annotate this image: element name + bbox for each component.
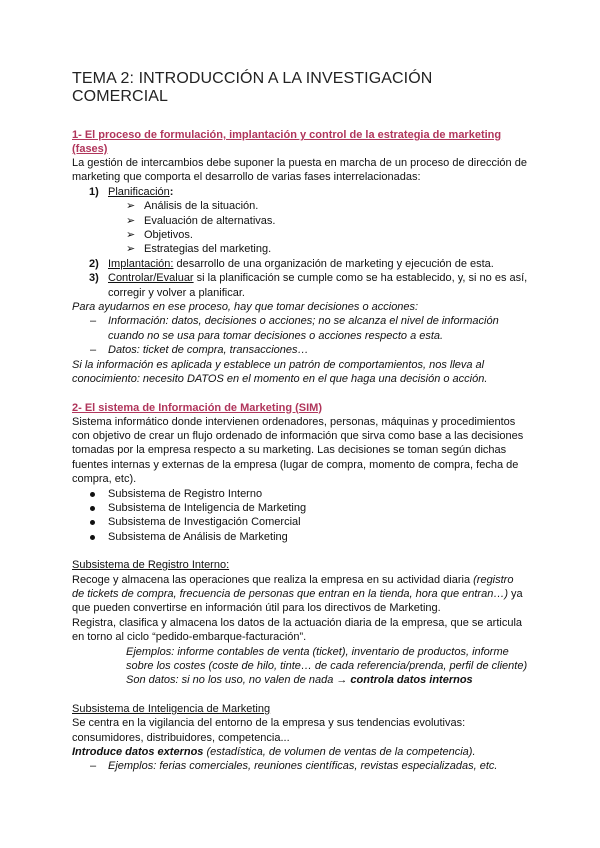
inteligencia-p2	[72, 745, 528, 759]
bullet-icon	[90, 520, 95, 525]
bullet-icon	[90, 492, 95, 497]
list-item-text: Análisis de la situación.	[144, 200, 259, 213]
dash-icon: –	[90, 344, 97, 357]
list-item-text: Subsistema de Inteligencia de Marketing	[108, 501, 307, 514]
section1-intro: La gestión de intercambios debe suponer la puesta en marcha de un proceso de dirección de marketing que comporta el desarrollo de varias fases interrelacionadas:	[72, 157, 527, 184]
list-item	[72, 530, 528, 544]
list-item-text: Estrategias del marketing.	[144, 243, 272, 256]
registro-example-2	[72, 673, 528, 687]
phase-implantacion	[72, 257, 528, 271]
list-item-text: Objetivos.	[144, 229, 193, 242]
phase-planificacion	[72, 185, 528, 199]
section2-intro: Sistema informático donde intervienen ordenadores, personas, máquinas y procedimientos con objetivo de crear un flujo ordenado de información que sirva como base a las decisiones tomadas por la empresa respecto a su marketing. Las decisiones se toman según dichas fuentes internas y externas de la empresa (lugar de compra, momento de compra, fecha de compra, etc).	[72, 415, 524, 486]
info-dash-list	[72, 314, 528, 357]
registro-p1-end: ya que pueden convertirse en información útil para los directivos de Marketing.	[72, 587, 523, 615]
inteligencia-dash-list	[72, 759, 528, 773]
arrow-bullet-icon: ➢	[126, 200, 136, 213]
list-item	[72, 228, 528, 242]
list-item	[72, 242, 528, 256]
registro-example-1: Ejemplos: informe contables de venta (ticket), inventario de productos, informe sobre los costes (coste de hilo, tinte… de cada referencia/prenda, perfil de cliente)	[126, 645, 528, 672]
arrow-bullet-icon: ➢	[126, 243, 136, 256]
subsystems-list	[72, 487, 528, 545]
dash-icon: –	[90, 760, 97, 773]
planificacion-subitems	[72, 199, 528, 257]
list-item-text: Ejemplos: ferias comerciales, reuniones científicas, revistas especializadas, etc.	[108, 760, 498, 773]
registro-p1	[72, 573, 528, 616]
help-text: Para ayudarnos en ese proceso, hay que tomar decisiones o acciones:	[72, 301, 419, 314]
section2-heading: 2- El sistema de Información de Marketing (SIM)	[72, 401, 322, 414]
list-item	[72, 515, 528, 529]
phases-list-cont	[72, 257, 528, 300]
phase-controlar	[72, 271, 528, 300]
list-item-text: Subsistema de Investigación Comercial	[108, 516, 301, 529]
arrow-bullet-icon: ➢	[126, 214, 136, 227]
list-item	[72, 759, 528, 773]
example-text: Son datos: si no los uso, no valen de nada	[126, 674, 337, 687]
phase-term: Planificación	[108, 185, 170, 198]
registro-p1-italic: (registro de tickets de compra, frecuencia de personas que entran en la tienda, hora que entran…)	[72, 573, 514, 600]
registro-p2: Registra, clasifica y almacena los datos de la actuación diaria de la empresa, que se articula en torno al ciclo “pedido-embarque-facturación”.	[72, 616, 523, 644]
registro-heading: Subsistema de Registro Interno:	[72, 559, 230, 572]
section1-closing: Si la información es aplicada y establece un patrón de comportamientos, nos lleva al conocimiento: necesito DATOS en el momento en el que haga una decisión o acción.	[72, 358, 488, 386]
phase-text: si la planificación se cumple como se ha establecido, y, si no es así, corregir y volver a planificar.	[108, 272, 528, 299]
arrow-right-icon: →	[336, 674, 348, 687]
list-item-text: Subsistema de Registro Interno	[108, 487, 263, 500]
list-item	[72, 343, 528, 357]
phase-term: Controlar/Evaluar	[108, 272, 194, 285]
list-item-text: Subsistema de Análisis de Marketing	[108, 530, 288, 543]
example-bold: controla datos internos	[347, 674, 473, 687]
list-item	[72, 501, 528, 515]
phases-list	[72, 185, 528, 199]
list-item-text: Información: datos, decisiones o acciones; no se alcanza el nivel de información cuando no se usa para tomar decisiones o acciones respecto a esta.	[108, 315, 499, 342]
dash-icon: –	[90, 315, 97, 328]
inteligencia-heading: Subsistema de Inteligencia de Marketing	[72, 702, 271, 715]
phase-number: 2)	[89, 257, 99, 270]
bullet-icon	[90, 535, 95, 540]
inteligencia-bold: Introduce datos externos	[72, 746, 204, 759]
inteligencia-p1: Se centra en la vigilancia del entorno de la empresa y sus tendencias evolutivas: consumidores, distribuidores, competencia...	[72, 717, 466, 744]
list-item	[72, 214, 528, 228]
phase-number: 1)	[89, 185, 99, 198]
document-page	[72, 70, 528, 774]
phase-term: Implantación:	[108, 257, 174, 270]
list-item-text: Evaluación de alternativas.	[144, 214, 276, 227]
registro-p1-text: Recoge y almacena las operaciones que realiza la empresa en su actividad diaria	[72, 573, 474, 586]
phase-text: desarrollo de una organización de marketing y ejecución de esta.	[173, 257, 494, 270]
page-title: TEMA 2: INTRODUCCIÓN A LA INVESTIGACIÓN COMERCIAL	[72, 70, 433, 105]
list-item	[72, 199, 528, 213]
list-item-text: Datos: ticket de compra, transacciones…	[108, 344, 309, 357]
phase-colon: :	[169, 185, 174, 198]
arrow-bullet-icon: ➢	[126, 229, 136, 242]
inteligencia-text: (estadística, de volumen de ventas de la competencia).	[203, 746, 476, 759]
bullet-icon	[90, 506, 95, 511]
phase-number: 3)	[89, 272, 99, 285]
list-item	[72, 487, 528, 501]
section1-heading: 1- El proceso de formulación, implantación y control de la estrategia de marketing (fases)	[72, 129, 502, 155]
list-item	[72, 314, 528, 343]
